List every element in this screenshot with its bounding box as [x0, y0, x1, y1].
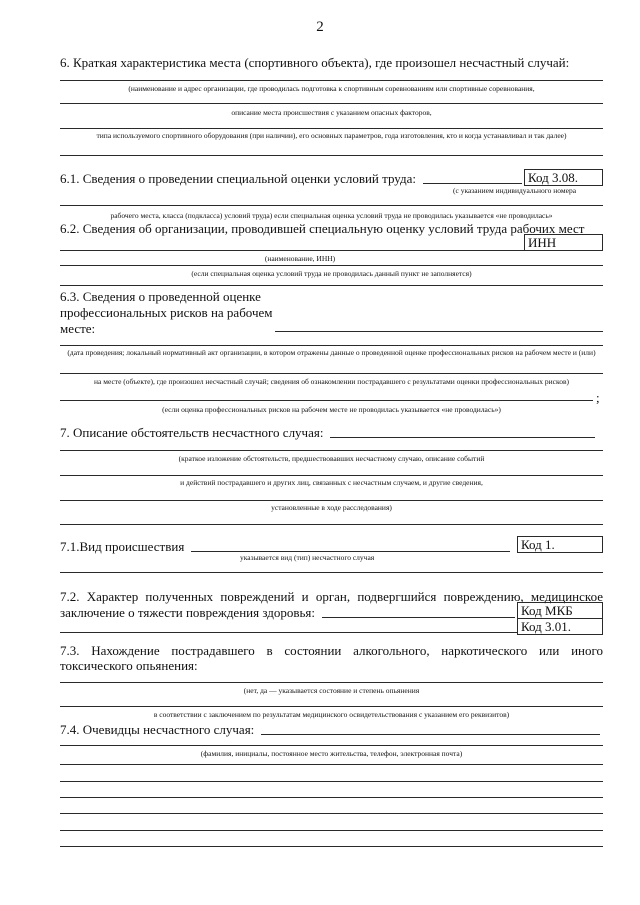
- fill-line: [60, 764, 603, 765]
- section-7-row: [60, 425, 595, 440]
- fill-line: [423, 183, 522, 184]
- fill-line: [60, 846, 603, 847]
- fill-line: [60, 103, 603, 104]
- field-caption: на месте (объекте), где произошел несчастный случай; сведения об ознакомлении пострадавшего с результатами оценки профессиональных рисков): [93, 377, 569, 386]
- fill-line: [60, 250, 524, 251]
- fill-line: [261, 734, 600, 735]
- page-number: 2: [316, 19, 324, 35]
- fill-line: [275, 331, 603, 332]
- fill-line: [60, 80, 603, 81]
- section-6-2-heading: 6.2. Сведения об организации, проводившей специальную оценку условий труда рабочих мест: [60, 221, 585, 236]
- fill-line: [60, 205, 603, 206]
- fill-line: [322, 617, 515, 618]
- section-7-1-row: [60, 539, 510, 554]
- section-6-3-heading: месте:: [60, 321, 96, 336]
- fill-line: [60, 682, 603, 683]
- code-box-3-01: Код 3.01.: [517, 618, 603, 635]
- section-7-3-heading: токсического опьянения:: [60, 658, 198, 673]
- fill-line: [60, 373, 603, 374]
- fill-line: [60, 813, 603, 814]
- code-box-mkb: Код МКБ: [517, 602, 603, 619]
- field-caption: описание места происшествия с указанием опасных факторов,: [231, 108, 432, 117]
- field-caption: (нет, да — указывается состояние и степень опьянения: [243, 686, 420, 695]
- field-caption: установленные в ходе расследования): [271, 503, 392, 512]
- field-caption: рабочего места, класса (подкласса) условий труда) если специальная оценка условий труда не проводилась указывается «не проводилась»: [110, 211, 553, 220]
- field-caption: в соответствии с заключением по результатам медицинского освидетельствования с указанием его реквизитов): [153, 710, 510, 719]
- code-box-inn: ИНН: [524, 234, 603, 251]
- section-6-1-row: [60, 171, 522, 186]
- fill-line: [60, 500, 603, 501]
- field-caption: типа используемого спортивного оборудования (при наличии), его основных параметров, года изготовления, кто и когда устанавливал и так далее): [96, 131, 567, 140]
- fill-line: [60, 745, 603, 746]
- field-caption: (если специальная оценка условий труда не проводилась данный пункт не заполняется): [191, 269, 472, 278]
- fill-line: [60, 400, 593, 401]
- field-caption: (с указанием индивидуального номера: [453, 186, 577, 195]
- section-7-4-heading: 7.4. Очевидцы несчастного случая:: [60, 722, 255, 737]
- fill-line: [60, 128, 603, 129]
- fill-line: [60, 797, 603, 798]
- section-7-2-heading: заключение о тяжести повреждения здоровья:: [60, 605, 316, 620]
- field-caption: (фамилия, инициалы, постоянное место жительства, телефон, электронная почта): [200, 749, 463, 758]
- fill-line: [60, 285, 603, 286]
- field-caption: (наименование и адрес организации, где проводилась подготовка к спортивным соревнованиям или спортивные соревнования,: [128, 84, 535, 93]
- fill-line: [60, 706, 603, 707]
- field-caption: (наименование, ИНН): [264, 254, 336, 263]
- fill-line: [60, 265, 603, 266]
- field-caption: указывается вид (тип) несчастного случая: [240, 553, 375, 562]
- fill-line: [191, 551, 510, 552]
- code-box-1: Код 1.: [517, 536, 603, 553]
- field-caption: (дата проведения; локальный нормативный акт организации, в котором отражены данные о проведенной оценке профессиональных рисков на рабочем месте и (или): [67, 348, 596, 357]
- section-7-4-row: [60, 722, 600, 737]
- section-6-heading: 6. Краткая характеристика места (спортивного объекта), где произошел несчастный случай:: [60, 55, 570, 70]
- section-7-3-heading: 7.3. Нахождение пострадавшего в состоянии алкогольного, наркотического или иного: [60, 643, 603, 658]
- code-box-3-08: Код 3.08.: [524, 169, 603, 186]
- line-end-semicolon: ;: [596, 390, 600, 405]
- section-6-1-heading: 6.1. Сведения о проведении специальной оценки условий труда:: [60, 171, 416, 186]
- fill-line: [60, 781, 603, 782]
- fill-line: [60, 345, 603, 346]
- fill-line: [60, 475, 603, 476]
- field-caption: и действий пострадавшего и других лиц, связанных с несчастным случаем, и другие сведения,: [180, 478, 483, 487]
- field-caption: (краткое изложение обстоятельств, предшествовавших несчастному случаю, описание событий: [178, 454, 485, 463]
- fill-line: [60, 524, 603, 525]
- section-6-3-heading: 6.3. Сведения о проведенной оценке: [60, 289, 261, 304]
- fill-line: [60, 572, 603, 573]
- section-6-3-heading: профессиональных рисков на рабочем: [60, 305, 273, 320]
- section-7-1-heading: 7.1.Вид происшествия: [60, 539, 185, 554]
- fill-line: [60, 450, 603, 451]
- fill-line: [60, 632, 517, 633]
- fill-line: [60, 155, 603, 156]
- section-7-heading: 7. Описание обстоятельств несчастного случая:: [60, 425, 324, 440]
- field-caption: (если оценка профессиональных рисков на рабочем месте не проводилась указывается «не проводилась»): [162, 405, 501, 414]
- section-7-2-heading: 7.2. Характер полученных повреждений и орган, подвергшийся повреждению, медицинское: [60, 589, 603, 604]
- fill-line: [330, 437, 595, 438]
- section-7-2-row: [60, 605, 515, 620]
- fill-line: [60, 830, 603, 831]
